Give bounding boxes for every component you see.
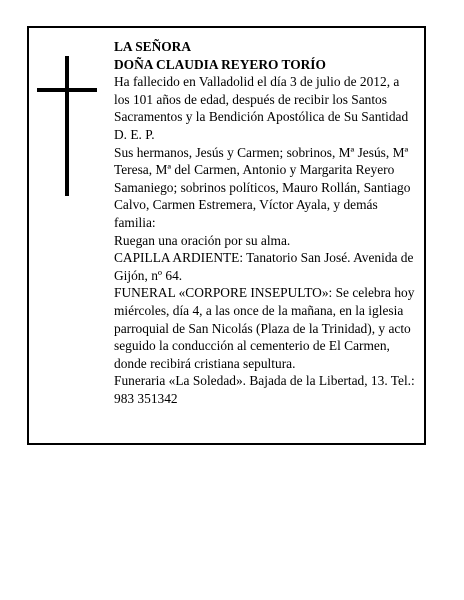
- cross-vertical-bar: [65, 56, 69, 196]
- obituary-text: [114, 38, 418, 407]
- prayer-request: Ruegan una oración por su alma.: [114, 232, 291, 248]
- deceased-name: DOÑA CLAUDIA REYERO TORÍO: [114, 56, 326, 72]
- cross-horizontal-bar: [37, 88, 97, 92]
- funeral-info: FUNERAL «CORPORE INSEPULTO»: Se celebra hoy miércoles, día 4, a las once de la mañana, en la iglesia parroquial de San Nicolás (Plaza de la Trinidad), y acto seguido la conducción al cementerio de El Carmen, donde recibirá cristiana sepultura.: [114, 285, 415, 371]
- title-line-1: LA SEÑORA: [114, 39, 192, 54]
- cross-icon: [37, 56, 97, 196]
- death-announcement: Ha fallecido en Valladolid el día 3 de julio de 2012, a los 101 años de edad, después de recibir los Santos Sacramentos y la Bendición Apostólica de Su Santidad D. E. P.: [114, 74, 409, 142]
- funeral-home-info: Funeraria «La Soledad». Bajada de la Libertad, 13. Tel.: 983 351342: [114, 373, 415, 406]
- family-list: Sus hermanos, Jesús y Carmen; sobrinos, Mª Jesús, Mª Teresa, Mª del Carmen, Antonio y Margarita Reyero Samaniego; sobrinos políticos, Mauro Rollán, Santiago Calvo, Carmen Estremera, Víctor Ayala, y demás familia:: [114, 144, 411, 230]
- chapel-info: CAPILLA ARDIENTE: Tanatorio San José. Avenida de Gijón, nº 64.: [114, 250, 414, 283]
